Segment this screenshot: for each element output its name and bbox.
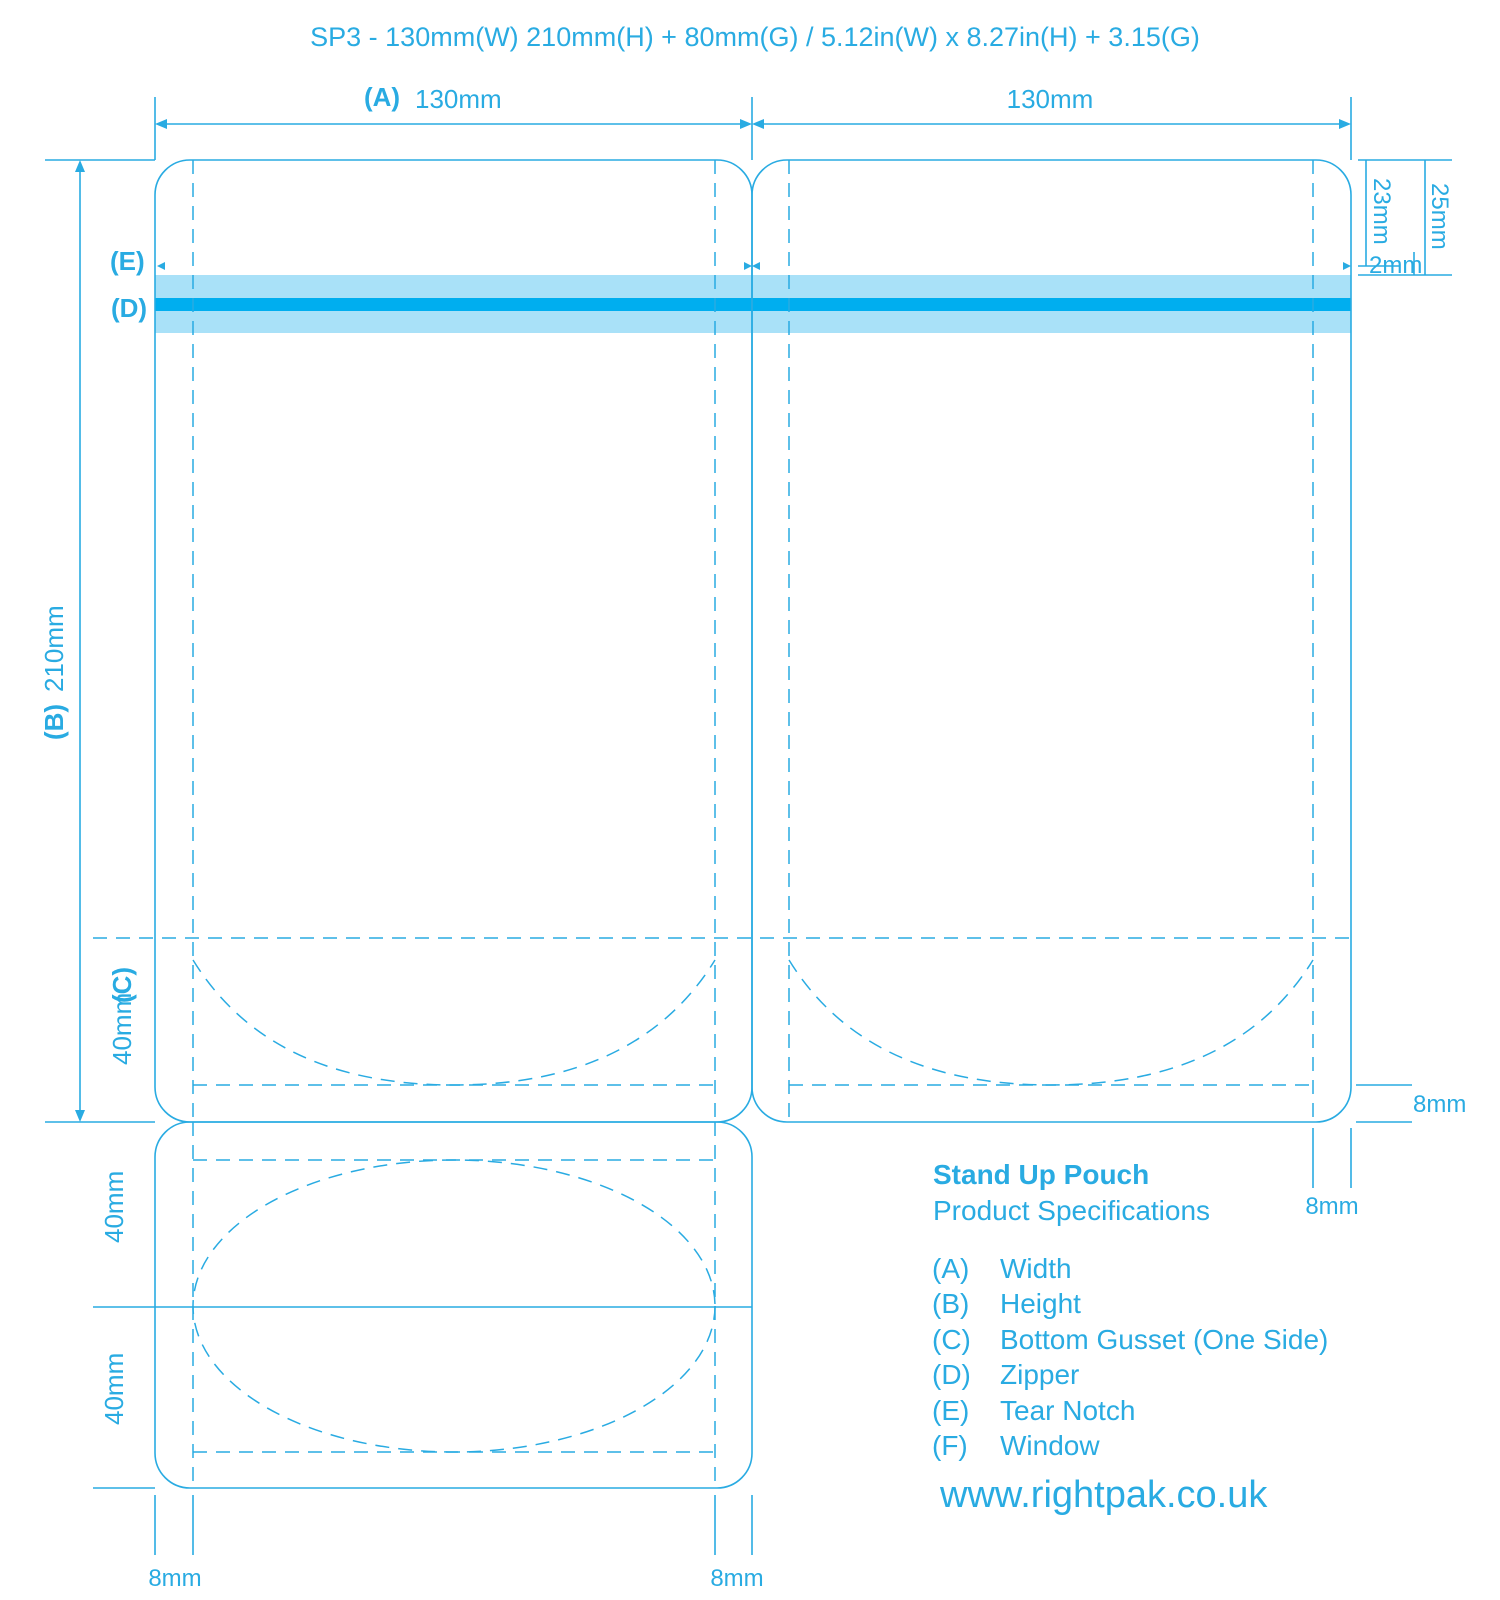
top-dim-25: 25mm [1426, 183, 1453, 250]
arrow-head [752, 119, 764, 129]
top-dim-2: 2mm [1369, 252, 1423, 279]
width-value-right: 130mm [1006, 84, 1094, 114]
spec-label-zipper: Zipper [1000, 1359, 1080, 1390]
spec-letter-a: (A) [932, 1253, 970, 1284]
spec-letter-c: (C) [932, 1324, 971, 1355]
arrow-head [155, 119, 167, 129]
gusset-value-c: 40mm [107, 992, 137, 1065]
arrow-head [75, 1110, 85, 1122]
arrow-head [1339, 119, 1351, 129]
width-value-a: 130mm [415, 84, 502, 114]
diagram-title: SP3 - 130mm(W) 210mm(H) + 80mm(G) / 5.12in(W) x 8.27in(H) + 3.15(G) [310, 22, 1200, 52]
width-letter-a: (A) [364, 82, 401, 112]
back-gusset-curve [789, 960, 1313, 1085]
gusset-letter-c: (C) [107, 966, 137, 1003]
front-gusset-curve [193, 960, 715, 1085]
zipper-line [155, 298, 1351, 311]
spec-letter-d: (D) [932, 1359, 971, 1390]
gusset-ellipse [193, 1160, 715, 1452]
spec-label-width: Width [1000, 1253, 1072, 1284]
spec-label-tear-notch: Tear Notch [1000, 1395, 1136, 1426]
arrow-head [75, 160, 85, 172]
spec-heading: Stand Up Pouch [933, 1159, 1150, 1190]
tear-notch-mark [1343, 262, 1351, 270]
gusset-bottom-40mm: 40mm [99, 1352, 129, 1425]
gusset-panel-outline [155, 1122, 752, 1488]
arrow-head [740, 119, 752, 129]
zipper-letter-d: (D) [111, 293, 148, 323]
top-dim-23: 23mm [1368, 178, 1395, 245]
website-link[interactable]: www.rightpak.co.uk [940, 1474, 1268, 1516]
right-8mm-label: 8mm [1413, 1091, 1467, 1118]
spec-label-height: Height [1000, 1288, 1081, 1319]
height-letter-b: (B) [39, 703, 69, 740]
bottom-right-8mm-label: 8mm [1305, 1193, 1359, 1220]
height-value-b: 210mm [39, 605, 69, 692]
spec-letter-f: (F) [932, 1430, 968, 1461]
gusset-top-40mm: 40mm [99, 1170, 129, 1243]
bottom-left-8mm-label: 8mm [148, 1565, 202, 1592]
bottom-right-8mm-label: 8mm [710, 1565, 764, 1592]
spec-letter-b: (B) [932, 1288, 970, 1319]
spec-letter-e: (E) [932, 1395, 970, 1426]
spec-label-gusset: Bottom Gusset (One Side) [1000, 1324, 1329, 1355]
spec-subheading: Product Specifications [933, 1195, 1211, 1226]
spec-label-window: Window [1000, 1430, 1100, 1461]
tear-notch-mark [157, 262, 165, 270]
tear-notch-letter-e: (E) [110, 246, 145, 276]
